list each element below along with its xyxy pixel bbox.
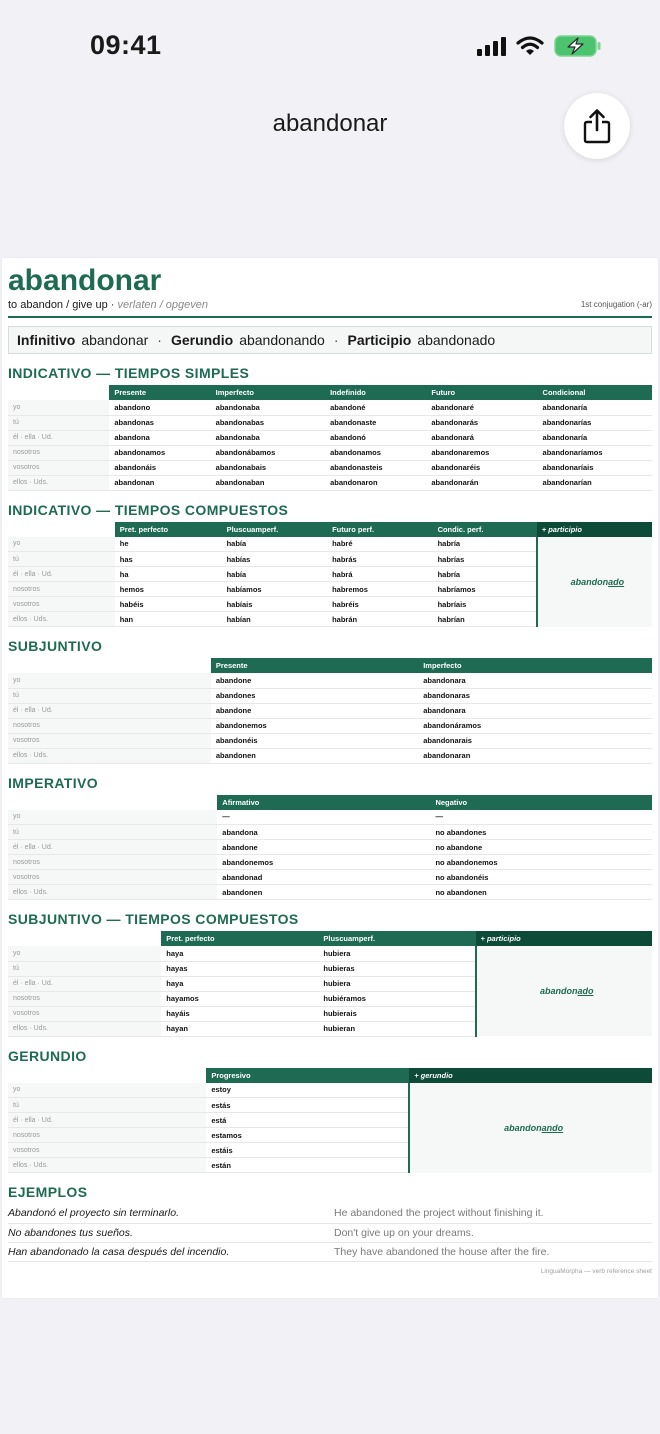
form-cell: abandonaré: [426, 400, 537, 415]
form-cell: abandonara: [418, 673, 652, 688]
form-cell: abandonáramos: [418, 718, 652, 733]
form-cell: habíais: [222, 597, 328, 612]
pronoun-cell: nosotros: [8, 582, 115, 597]
separator-dot: ·: [333, 332, 339, 348]
table-row: [8, 430, 652, 445]
example-spanish: No abandones tus sueños.: [8, 1223, 330, 1242]
form-cell: abandonábamos: [211, 445, 325, 460]
pronoun-cell: yo: [8, 400, 109, 415]
table-row: [8, 870, 652, 885]
form-cell: abandonas: [109, 415, 210, 430]
example-row: [8, 1204, 652, 1223]
column-header: Pluscuamperf.: [222, 522, 328, 537]
column-header: Futuro perf.: [327, 522, 433, 537]
form-cell: abandonemos: [211, 718, 418, 733]
form-cell: hayan: [161, 1021, 318, 1036]
column-header: Afirmativo: [217, 795, 430, 810]
form-cell: abandone: [211, 703, 418, 718]
form-cell: —: [430, 810, 652, 825]
table-row: [8, 475, 652, 490]
conjugation-table: [8, 658, 652, 764]
form-cell: está: [206, 1113, 409, 1128]
form-cell: habían: [222, 612, 328, 627]
form-cell: —: [217, 810, 430, 825]
pronoun-cell: ellos · Uds.: [8, 1021, 161, 1036]
table-row: [8, 733, 652, 748]
form-cell: hubieras: [318, 961, 475, 976]
pronoun-cell: vosotros: [8, 870, 217, 885]
conjugation-table: [8, 931, 652, 1037]
cellular-signal-icon: [477, 36, 506, 56]
column-header: Presente: [211, 658, 418, 673]
pronoun-cell: vosotros: [8, 597, 115, 612]
form-cell: están: [206, 1158, 409, 1173]
form-cell: abandona: [109, 430, 210, 445]
form-cell: has: [115, 552, 222, 567]
form-cell: no abandone: [430, 840, 652, 855]
column-header-extra: + participio: [537, 522, 652, 537]
table-row: [8, 885, 652, 900]
column-header: Pluscuamperf.: [318, 931, 475, 946]
translation-en: to abandon / give up: [8, 299, 108, 311]
conjugation-table: [8, 385, 652, 491]
table-row: [8, 855, 652, 870]
pronoun-cell: vosotros: [8, 1006, 161, 1021]
column-header: Negativo: [430, 795, 652, 810]
form-cell: habríais: [433, 597, 537, 612]
share-button[interactable]: [564, 93, 630, 159]
form-cell: abandonamos: [325, 445, 426, 460]
form-cell: hubiera: [318, 976, 475, 991]
form-cell: no abandones: [430, 825, 652, 840]
pronoun-cell: él · ella · Ud.: [8, 1113, 206, 1128]
form-cell: abandonarán: [426, 475, 537, 490]
table-row: [8, 748, 652, 763]
table-row: [8, 688, 652, 703]
table-row: [8, 1083, 652, 1098]
header-blank: [8, 658, 211, 673]
form-cell: hayáis: [161, 1006, 318, 1021]
form-cell: abandono: [109, 400, 210, 415]
form-cell: abandonabas: [211, 415, 325, 430]
column-header: Indefinido: [325, 385, 426, 400]
pronoun-cell: vosotros: [8, 460, 109, 475]
form-cell: abandonen: [211, 748, 418, 763]
pronoun-cell: nosotros: [8, 855, 217, 870]
form-cell: abandonaras: [418, 688, 652, 703]
column-header: Pret. perfecto: [115, 522, 222, 537]
form-cell: ha: [115, 567, 222, 582]
form-cell: habíamos: [222, 582, 328, 597]
form-cell: abandonaban: [211, 475, 325, 490]
form-cell: habéis: [115, 597, 222, 612]
table-row: [8, 415, 652, 430]
form-cell: hubiéramos: [318, 991, 475, 1006]
examples-table: [8, 1204, 652, 1262]
form-cell: habrás: [327, 552, 433, 567]
column-header: Presente: [109, 385, 210, 400]
example-english: They have abandoned the house after the fire.: [330, 1242, 652, 1261]
header-blank: [8, 931, 161, 946]
column-header: Imperfecto: [211, 385, 325, 400]
header-blank: [8, 1068, 206, 1083]
form-cell: abandonéis: [211, 733, 418, 748]
form-cell: habréis: [327, 597, 433, 612]
pronoun-cell: yo: [8, 1083, 206, 1098]
section-title: INDICATIVO — TIEMPOS COMPUESTOS: [8, 501, 289, 518]
form-cell: abandonan: [109, 475, 210, 490]
form-cell: abandonarían: [538, 475, 652, 490]
pronoun-cell: ellos · Uds.: [8, 475, 109, 490]
form-cell: habré: [327, 537, 433, 552]
pronoun-cell: vosotros: [8, 1143, 206, 1158]
table-row: [8, 825, 652, 840]
form-cell: no abandonéis: [430, 870, 652, 885]
pronoun-cell: él · ella · Ud.: [8, 430, 109, 445]
pronoun-cell: tú: [8, 825, 217, 840]
example-spanish: Abandonó el proyecto sin terminarlo.: [8, 1204, 330, 1223]
pronoun-cell: tú: [8, 415, 109, 430]
form-cell: abandone: [217, 840, 430, 855]
gerund-label: Gerundio: [170, 332, 234, 348]
pronoun-cell: nosotros: [8, 991, 161, 1006]
table-row: [8, 718, 652, 733]
form-cell: abandonaríamos: [538, 445, 652, 460]
pronoun-cell: él · ella · Ud.: [8, 976, 161, 991]
form-cell: habremos: [327, 582, 433, 597]
section-title: INDICATIVO — TIEMPOS SIMPLES: [8, 365, 250, 381]
pronoun-cell: tú: [8, 1098, 206, 1113]
pronoun-cell: tú: [8, 552, 115, 567]
form-cell: abandonemos: [217, 855, 430, 870]
form-cell: abandonaríais: [538, 460, 652, 475]
form-cell: abandonarais: [418, 733, 652, 748]
form-stem: abandon: [504, 1122, 542, 1133]
example-row: [8, 1242, 652, 1261]
form-cell: abandonarás: [426, 415, 537, 430]
form-cell: habrían: [433, 612, 537, 627]
pronoun-cell: nosotros: [8, 445, 109, 460]
conjugation-table: [8, 795, 652, 901]
pronoun-cell: tú: [8, 688, 211, 703]
form-cell: hubierais: [318, 1006, 475, 1021]
auxiliary-form-cell: [409, 1083, 652, 1173]
section-title: SUBJUNTIVO — TIEMPOS COMPUESTOS: [8, 911, 299, 927]
form-cell: habría: [433, 537, 537, 552]
form-cell: abandonara: [418, 703, 652, 718]
form-cell: hayamos: [161, 991, 318, 1006]
example-english: Don't give up on your dreams.: [330, 1223, 652, 1242]
section-title: SUBJUNTIVO: [8, 638, 103, 654]
form-cell: estamos: [206, 1128, 409, 1143]
form-ending: ando: [541, 1122, 564, 1133]
form-cell: abandonen: [217, 885, 430, 900]
form-cell: habría: [433, 567, 537, 582]
form-cell: abandonarías: [538, 415, 652, 430]
auxiliary-form-cell: [537, 537, 652, 627]
form-cell: había: [222, 537, 328, 552]
form-cell: abandonará: [426, 430, 537, 445]
form-stem: abandon: [570, 576, 609, 587]
pronoun-cell: tú: [8, 961, 161, 976]
sheet-subtitle: [8, 298, 652, 318]
example-row: [8, 1223, 652, 1242]
form-cell: hubiera: [318, 946, 475, 961]
pronoun-cell: él · ella · Ud.: [8, 703, 211, 718]
sheet-title: abandonar: [8, 264, 162, 297]
conjugation-sections: [8, 364, 652, 1173]
table-row: [8, 703, 652, 718]
pronoun-cell: yo: [8, 673, 211, 688]
status-icons: [477, 35, 602, 57]
table-row: [8, 810, 652, 825]
sheet-footer: LinguaMorpha — verb reference sheet: [540, 1267, 652, 1275]
table-row: [8, 537, 652, 552]
form-cell: habrá: [327, 567, 433, 582]
status-time: 09:41: [90, 30, 162, 60]
form-cell: abandonaría: [538, 400, 652, 415]
verb-sheet: [2, 258, 658, 1298]
form-cell: abandona: [217, 825, 430, 840]
form-cell: abandonabais: [211, 460, 325, 475]
form-cell: no abandonemos: [430, 855, 652, 870]
nominal-forms-box: [8, 326, 652, 354]
form-cell: abandoné: [325, 400, 426, 415]
form-cell: abandonad: [217, 870, 430, 885]
infinitive-value: abandonar: [81, 332, 149, 348]
form-cell: habrías: [433, 552, 537, 567]
pronoun-cell: yo: [8, 946, 161, 961]
nav-title: abandonar: [272, 110, 388, 137]
form-cell: abandonaremos: [426, 445, 537, 460]
column-header: Pret. perfecto: [161, 931, 318, 946]
form-cell: abandonaron: [325, 475, 426, 490]
form-cell: abandones: [211, 688, 418, 703]
column-header: Condic. perf.: [433, 522, 537, 537]
auxiliary-form-cell: [476, 946, 652, 1036]
form-cell: hemos: [115, 582, 222, 597]
gerund-value: abandonando: [239, 332, 325, 348]
column-header: Futuro: [426, 385, 537, 400]
conjugation-table: [8, 522, 652, 628]
form-cell: haya: [161, 946, 318, 961]
form-cell: abandone: [211, 673, 418, 688]
form-cell: han: [115, 612, 222, 627]
column-header-extra: + gerundio: [409, 1068, 652, 1083]
form-cell: abandonaba: [211, 400, 325, 415]
conjugation-table: [8, 1068, 652, 1174]
pronoun-cell: nosotros: [8, 718, 211, 733]
form-cell: abandonaría: [538, 430, 652, 445]
table-row: [8, 400, 652, 415]
form-ending: ado: [577, 986, 594, 996]
form-cell: habríamos: [433, 582, 537, 597]
table-row: [8, 445, 652, 460]
pronoun-cell: vosotros: [8, 733, 211, 748]
table-row: [8, 673, 652, 688]
form-cell: haya: [161, 976, 318, 991]
form-cell: estáis: [206, 1143, 409, 1158]
form-ending: ado: [608, 576, 625, 587]
pronoun-cell: ellos · Uds.: [8, 748, 211, 763]
participle-value: abandonado: [417, 332, 496, 348]
column-header: Imperfecto: [418, 658, 652, 673]
pronoun-cell: ellos · Uds.: [8, 885, 217, 900]
example-spanish: Han abandonado la casa después del incendio.: [8, 1242, 330, 1261]
battery-charging-icon: [554, 35, 602, 57]
section-title: GERUNDIO: [8, 1047, 87, 1064]
status-bar: [0, 0, 660, 90]
pronoun-cell: yo: [8, 537, 115, 552]
form-stem: abandon: [540, 986, 578, 996]
section-title: IMPERATIVO: [8, 774, 99, 791]
header-blank: [8, 385, 109, 400]
separator-dot: ·: [157, 332, 162, 348]
form-cell: hayas: [161, 961, 318, 976]
form-cell: estás: [206, 1098, 409, 1113]
share-icon: [582, 108, 612, 144]
pronoun-cell: yo: [8, 810, 217, 825]
pronoun-cell: nosotros: [8, 1128, 206, 1143]
table-row: [8, 460, 652, 475]
pronoun-cell: él · ella · Ud.: [8, 567, 115, 582]
section-title: EJEMPLOS: [8, 1184, 88, 1200]
conjugation-class: 1st conjugation (-ar): [580, 300, 652, 309]
pronoun-cell: ellos · Uds.: [8, 612, 115, 627]
form-cell: he: [115, 537, 222, 552]
header-blank: [8, 795, 217, 810]
wifi-icon: [516, 36, 544, 56]
form-cell: abandonó: [325, 430, 426, 445]
form-cell: había: [222, 567, 328, 582]
form-cell: abandonaran: [418, 748, 652, 763]
form-cell: abandonaste: [325, 415, 426, 430]
pronoun-cell: ellos · Uds.: [8, 1158, 206, 1173]
example-english: He abandoned the project without finishing it.: [330, 1204, 652, 1223]
translation-separator: ·: [110, 299, 118, 311]
translation-nl: verlaten / opgeven: [117, 299, 209, 311]
form-cell: abandonaréis: [426, 460, 537, 475]
table-row: [8, 840, 652, 855]
form-cell: abandonamos: [109, 445, 210, 460]
form-cell: abandonasteis: [325, 460, 426, 475]
form-cell: habías: [222, 552, 328, 567]
pronoun-cell: él · ella · Ud.: [8, 840, 217, 855]
form-cell: estoy: [206, 1083, 409, 1098]
participle-label: Participio: [347, 332, 412, 348]
form-cell: no abandonen: [430, 885, 652, 900]
column-header: Progresivo: [206, 1068, 409, 1083]
form-cell: abandonaba: [211, 430, 325, 445]
infinitive-label: Infinitivo: [17, 332, 76, 348]
column-header-extra: + participio: [476, 931, 652, 946]
form-cell: habrán: [327, 612, 433, 627]
table-row: [8, 946, 652, 961]
header-blank: [8, 522, 115, 537]
column-header: Condicional: [538, 385, 652, 400]
form-cell: hubieran: [318, 1021, 475, 1036]
form-cell: abandonáis: [109, 460, 210, 475]
